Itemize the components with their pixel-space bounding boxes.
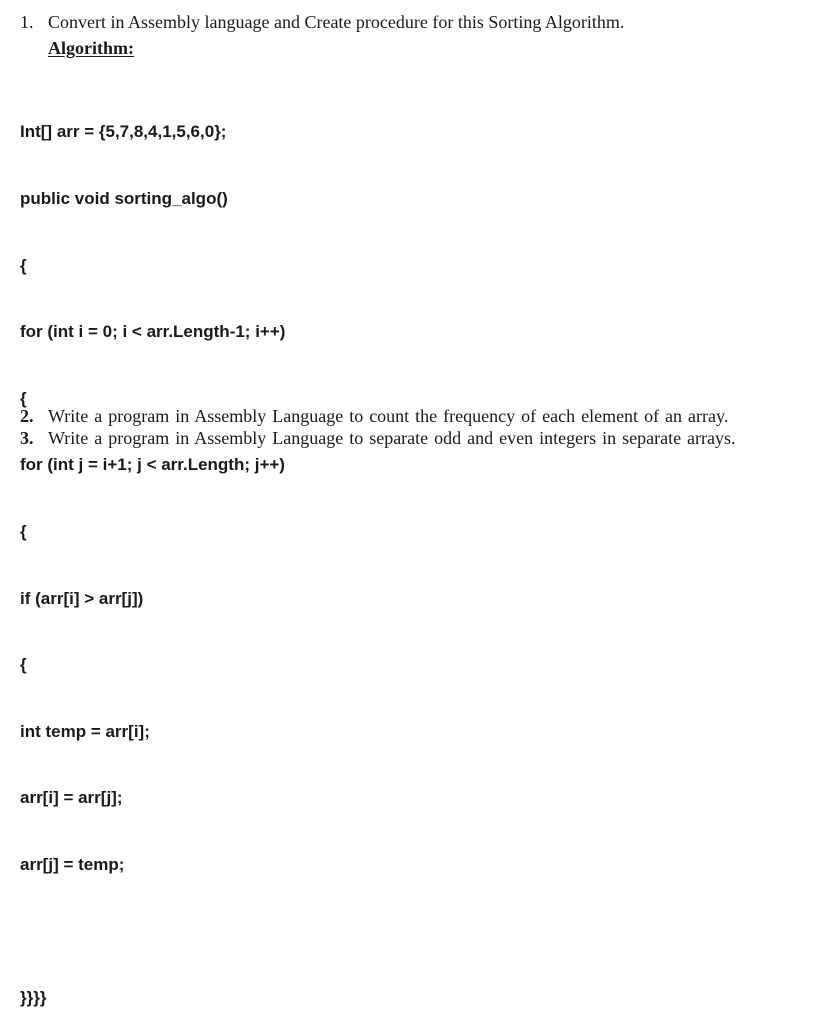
question-2 xyxy=(20,405,780,427)
code-line-11: arr[i] = arr[j]; xyxy=(20,788,123,808)
question-3-text: Write a program in Assembly Language to separate odd and even integers in separate arrays. xyxy=(48,428,736,448)
code-line-8: if (arr[i] > arr[j]) xyxy=(20,588,144,608)
question-1-number: 1. xyxy=(20,12,34,32)
question-2-text: Write a program in Assembly Language to count the frequency of each element of an array. xyxy=(48,406,729,426)
question-list xyxy=(20,405,780,449)
code-line-13 xyxy=(20,921,285,943)
question-2-number: 2. xyxy=(20,406,34,426)
code-line-4: for (int i = 0; i < arr.Length-1; i++) xyxy=(20,322,286,342)
question-1 xyxy=(20,11,624,33)
code-line-10: int temp = arr[i]; xyxy=(20,721,150,741)
code-line-9: { xyxy=(20,655,27,675)
question-3 xyxy=(20,427,780,449)
code-line-3: { xyxy=(20,255,27,275)
code-line-2: public void sorting_algo() xyxy=(20,189,228,208)
algorithm-heading: Algorithm: xyxy=(48,38,134,58)
question-3-number: 3. xyxy=(20,428,34,448)
question-1-text: Convert in Assembly language and Create procedure for this Sorting Algorithm. xyxy=(48,12,625,32)
code-line-12: arr[j] = temp; xyxy=(20,854,125,874)
code-line-5: { xyxy=(20,388,27,408)
code-line-14: }}}} xyxy=(20,988,47,1008)
code-line-6: for (int j = i+1; j < arr.Length; j++) xyxy=(20,455,285,475)
code-line-1: Int[] arr = {5,7,8,4,1,5,6,0}; xyxy=(20,122,227,142)
code-line-7: { xyxy=(20,521,27,541)
code-block xyxy=(20,77,285,1028)
